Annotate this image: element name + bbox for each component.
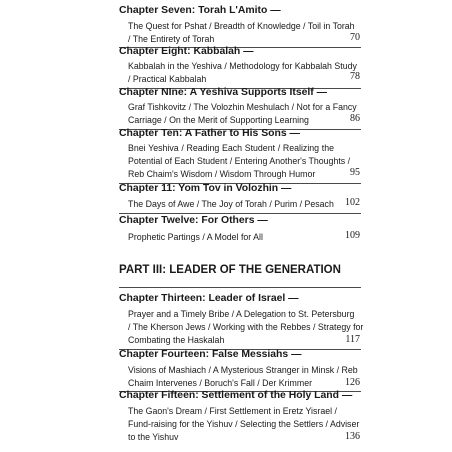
chapter-subtopics-line: Kabbalah in the Yeshiva / Methodology for Kabbalah Study xyxy=(128,61,357,71)
chapter-subtopics-line: Carriage / On the Merit of Supporting Learning xyxy=(128,115,309,125)
chapter-page-number: 136 xyxy=(345,431,360,442)
part-heading: PART III: LEADER OF THE GENERATION xyxy=(119,264,341,276)
chapter-page-number: 95 xyxy=(350,167,360,178)
chapter-title: Chapter Fourteen: False Messiahs — xyxy=(119,349,302,360)
chapter-subtopics-line: Fund-raising for the Yishuv / Selecting the Settlers / Adviser xyxy=(128,419,360,429)
chapter-title: Chapter Thirteen: Leader of Israel — xyxy=(119,293,299,304)
chapter-subtopics-line: / Practical Kabbalah xyxy=(128,74,207,84)
chapter-subtopics-line: Reb Chaim's Wisdom / Wisdom Through Humor xyxy=(128,169,316,179)
chapter-subtopics-line: / The Entirety of Torah xyxy=(128,34,215,44)
chapter-subtopics-line: / The Kherson Jews / Working with the Rebbes / Strategy for xyxy=(128,322,364,332)
chapter-page-number: 78 xyxy=(350,71,360,82)
chapter-subtopics-line: to the Yishuv xyxy=(128,432,179,442)
chapter-title: Chapter 11: Yom Tov in Volozhin — xyxy=(119,183,292,194)
chapter-title: Chapter Eight: Kabbalah — xyxy=(119,46,254,57)
chapter-title: Chapter Twelve: For Others — xyxy=(119,215,268,226)
chapter-title: Chapter Fifteen: Settlement of the Holy Land — xyxy=(119,390,353,401)
chapter-subtopics-line: The Gaon's Dream / First Settlement in Eretz Yisrael / xyxy=(128,406,337,416)
chapter-subtopics-line: The Quest for Pshat / Breadth of Knowledge / Toil in Torah xyxy=(128,21,355,31)
chapter-subtopics-line: Prayer and a Timely Bribe / A Delegation to St. Petersburg xyxy=(128,309,355,319)
chapter-page-number: 70 xyxy=(350,32,360,43)
chapter-subtopics-line: Bnei Yeshiva / Reading Each Student / Realizing the xyxy=(128,143,334,153)
divider-rule xyxy=(119,287,361,288)
chapter-subtopics-line: Graf Tishkovitz / The Volozhin Meshulach / Not for a Fancy xyxy=(128,102,357,112)
chapter-subtopics-line: The Days of Awe / The Joy of Torah / Purim / Pesach xyxy=(128,199,334,209)
chapter-subtopics-line: Visions of Mashiach / A Mysterious Stranger in Minsk / Reb xyxy=(128,365,358,375)
chapter-page-number: 117 xyxy=(345,334,360,345)
divider-rule xyxy=(119,213,361,214)
chapter-subtopics-line: Potential of Each Student / Entering Another's Thoughts / xyxy=(128,156,351,166)
chapter-subtopics-line: Combating the Haskalah xyxy=(128,335,225,345)
chapter-page-number: 86 xyxy=(350,113,360,124)
chapter-page-number: 102 xyxy=(345,197,360,208)
chapter-title: Chapter Seven: Torah L'Amito — xyxy=(119,5,281,16)
chapter-subtopics-line: Prophetic Partings / A Model for All xyxy=(128,232,263,242)
chapter-subtopics-line: Chaim Intervenes / Boruch's Fall / Der Krimmer xyxy=(128,378,313,388)
chapter-page-number: 126 xyxy=(345,377,360,388)
chapter-page-number: 109 xyxy=(345,230,360,241)
chapter-title: Chapter Ten: A Father to His Sons — xyxy=(119,128,300,139)
chapter-title: Chapter NIne: A Yeshiva Supports Itself — xyxy=(119,87,328,98)
